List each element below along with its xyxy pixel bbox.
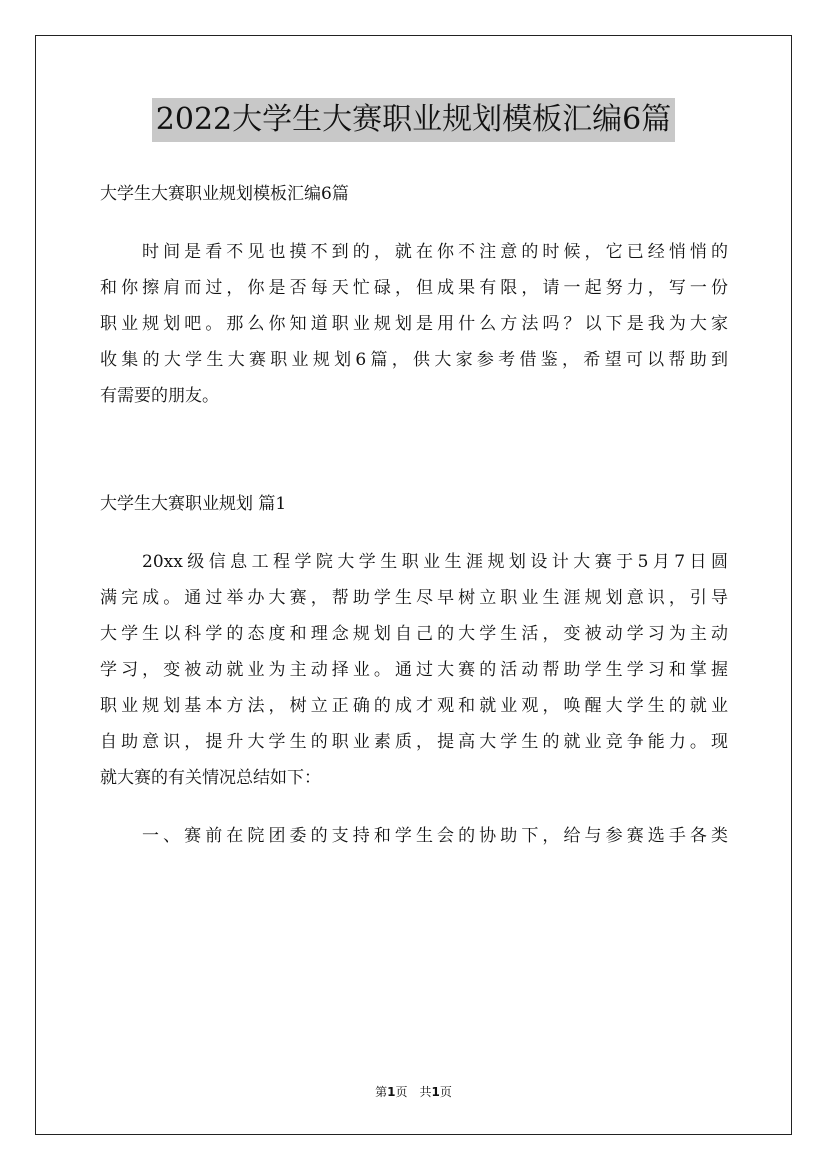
section-paragraph	[100, 544, 728, 796]
paragraph-line: 职业规划吧。那么你知道职业规划是用什么方法吗？以下是我为大家	[100, 314, 728, 334]
paragraph-line: 时间是看不见也摸不到的，就在你不注意的时候，它已经悄悄的	[142, 242, 728, 262]
page-current: 1	[387, 1085, 396, 1099]
paragraph-line: 就大赛的有关情况总结如下：	[100, 768, 321, 788]
spacer	[100, 796, 728, 818]
page-prefix: 第	[375, 1085, 388, 1099]
page-total: 1	[431, 1085, 440, 1099]
spacer	[100, 414, 728, 486]
paragraph-line: 满完成。通过举办大赛，帮助学生尽早树立职业生涯规划意识，引导	[100, 588, 728, 608]
intro-paragraph	[100, 234, 728, 414]
paragraph-line: 自助意识，提升大学生的职业素质，提高大学生的就业竞争能力。现	[100, 732, 728, 752]
document-body	[100, 176, 728, 854]
page-suffix: 页	[439, 1085, 452, 1099]
spacer	[100, 522, 728, 544]
document-title: 2022大学生大赛职业规划模板汇编6篇	[152, 98, 675, 142]
paragraph-line: 有需要的朋友。	[100, 386, 219, 406]
title-block	[0, 98, 827, 142]
section-heading: 大学生大赛职业规划 篇1	[100, 494, 287, 514]
paragraph-line: 收集的大学生大赛职业规划6篇，供大家参考借鉴，希望可以帮助到	[100, 350, 728, 370]
paragraph-line: 和你擦肩而过，你是否每天忙碌，但成果有限，请一起努力，写一份	[100, 278, 728, 298]
document-subtitle: 大学生大赛职业规划模板汇编6篇	[100, 184, 349, 204]
paragraph-line: 20xx级信息工程学院大学生职业生涯规划设计大赛于5月7日圆	[142, 552, 728, 572]
paragraph-line: 职业规划基本方法，树立正确的成才观和就业观，唤醒大学生的就业	[100, 696, 728, 716]
page-footer	[0, 1082, 827, 1102]
paragraph-line: 大学生以科学的态度和理念规划自己的大学生活，变被动学习为主动	[100, 624, 728, 644]
spacer	[100, 212, 728, 234]
page-mid: 页 共	[395, 1085, 432, 1099]
paragraph-line: 学习，变被动就业为主动择业。通过大赛的活动帮助学生学习和掌握	[100, 660, 728, 680]
paragraph-line: 一、赛前在院团委的支持和学生会的协助下，给与参赛选手各类	[142, 826, 728, 846]
